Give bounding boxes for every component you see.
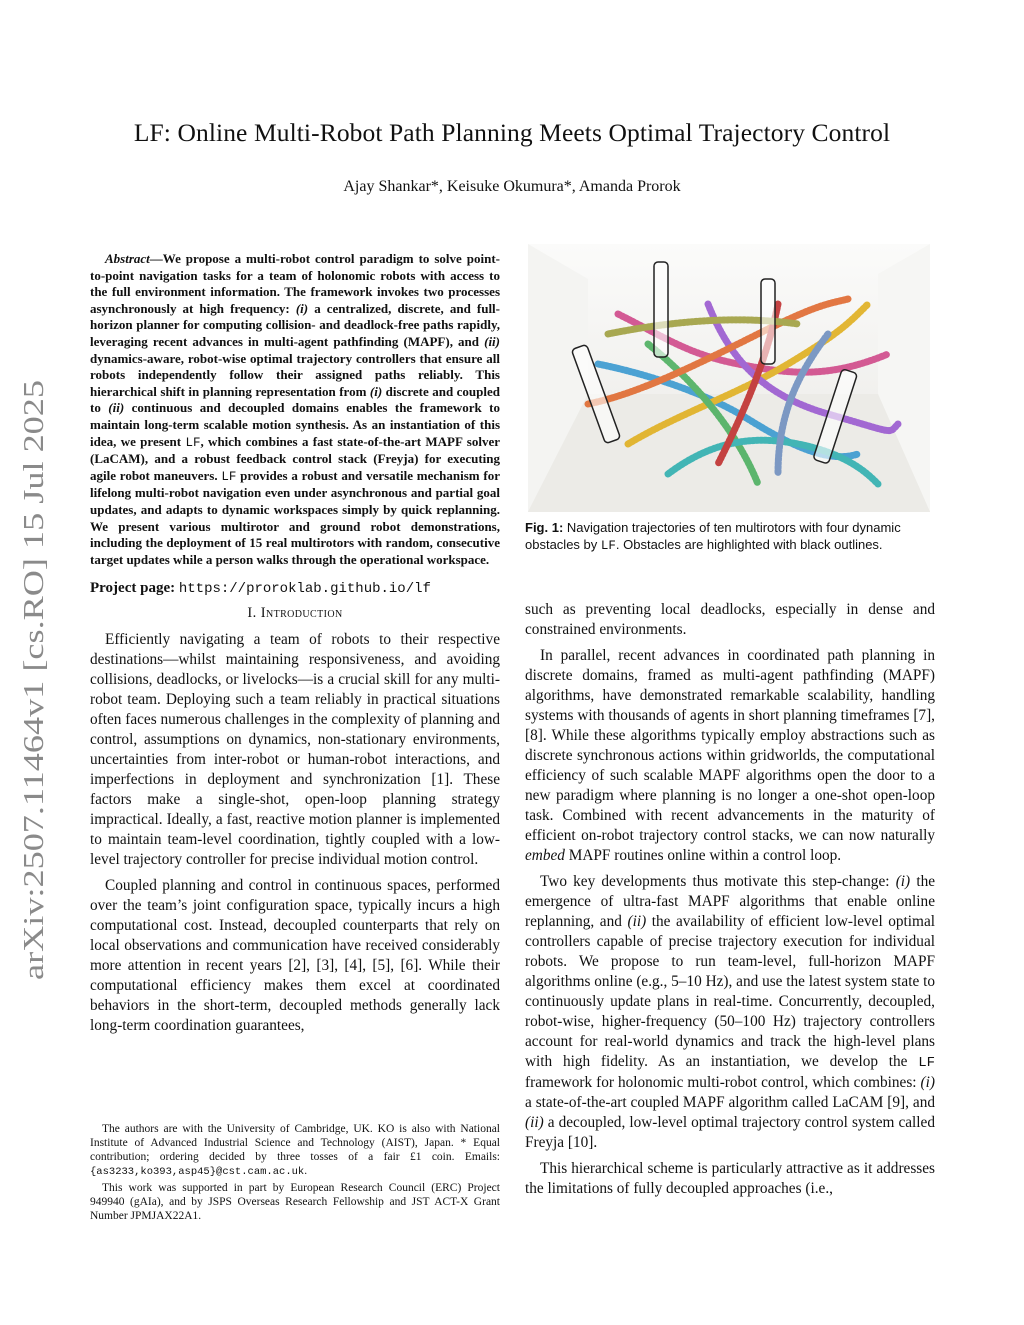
author-list: Ajay Shankar*, Keisuke Okumura*, Amanda Prorok xyxy=(343,178,681,195)
project-page: Project page: https://proroklab.github.io/lf xyxy=(90,580,431,598)
abstract-label: Abstract xyxy=(105,251,150,266)
body-paragraph: In parallel, recent advances in coordinated path planning in discrete domains, framed as multi-agent pathfinding (MAPF) algorithms, have demonstrated remarkable scalability, handling systems with thousands of agents in short planning timeframes [7], [8]. While these algorithms typically employ abstractions such as discrete synchronous actions within gridworlds, the computational efficiency of such scalable MAPF algorithms open the door to a new paradigm where planning is no longer a one-shot open-loop task. Combined with recent advancements in the maturity of efficient on-robot trajectory control stacks, we can now naturally embed MAPF routines online within a control loop. xyxy=(525,647,935,864)
footnote-emails: {as3233,ko393,asp45}@cst.cam.ac.uk xyxy=(90,1166,305,1178)
paper-title: LF: Online Multi-Robot Path Planning Meets Optimal Trajectory Control xyxy=(133,118,891,147)
body-paragraph: This hierarchical scheme is particularly attractive as it addresses the limitations of fully decoupled approaches (i.e., xyxy=(525,1160,935,1197)
right-column xyxy=(525,600,935,1205)
section-heading-introduction: I. Introduction xyxy=(247,605,343,622)
project-url-link[interactable]: https://proroklab.github.io/lf xyxy=(178,581,431,598)
footnote-affiliation: The authors are with the University of Cambridge, UK. KO is also with National Institute of Advanced Industrial Science and Technology (AIST), Japan. * Equal contribution; ordering decided by three tosses of a fair £1 coin. Emails: {as3233,ko393,asp45}@cst.cam.ac.uk. xyxy=(90,1123,500,1178)
arxiv-id-text: arXiv:2507.11464v1 [cs.RO] 15 Jul 2025 xyxy=(18,499,50,980)
figure-caption: Fig. 1: Navigation trajectories of ten multirotors with four dynamic obstacles by LF. Obstacles are highlighted with black outlines. xyxy=(525,520,901,553)
footnote-funding: This work was supported in part by European Research Council (ERC) Project 949940 (gAIa), and by JSPS Overseas Research Fellowship and JST ACT-X Grant Number JPMJAX22A1. xyxy=(90,1182,500,1222)
intro-paragraph: Efficiently navigating a team of robots to their respective destinations—whilst maintaining responsiveness, and avoiding collisions, deadlocks, or livelocks—is a crucial skill for any multi-robot team. Deploying such a team reliably in practical situations often faces numerous challenges in the complexity of planning and control, assumptions on dynamics, non-stationary environments, uncertainties from inter-robot or human-robot interactions, and imperfections in deployment and synchronization [1]. These factors make a single-shot, open-loop planning strategy impractical. Ideally, a fast, reactive motion planner is implemented to maintain team-level coordination, tightly coupled with a low-level trajectory controller for precise individual motion control. xyxy=(90,631,500,869)
body-paragraph: such as preventing local deadlocks, especially in dense and constrained environments. xyxy=(525,601,935,638)
body-paragraph: Two key developments thus motivate this step-change: (i) the emergence of ultra-fast MAPF algorithms that enable online replanning, and (ii) the availability of efficient low-level optimal controllers capable of precise trajectory execution for individual robots. We propose to run team-level, full-horizon MAPF algorithms online (e.g., 5–10 Hz), and use the latest system state to continuously update plans in real-time. Concurrently, decoupled, robot-wise, higher-frequency (50–100 Hz) trajectory controllers account for real-world dynamics and track the high-level plans with high fidelity. As an instantiation, we develop the LF framework for holonomic multi-robot control, which combines: (i) a state-of-the-art coupled MAPF algorithm called LaCAM [9], and (ii) a decoupled, low-level optimal trajectory control system called Freyja [10]. xyxy=(525,873,936,1151)
figure-label: Fig. 1: xyxy=(525,520,564,535)
footnotes xyxy=(90,1122,500,1225)
abstract: Abstract—We propose a multi-robot control paradigm to solve point-to-point navigation tasks for a team of holonomic robots with access to the full environment information. The framework invokes two processes asynchronously at high frequency: (i) a centralized, discrete, and full-horizon planner for computing collision- and deadlock-free paths rapidly, leveraging recent advances in multi-agent pathfinding (MAPF), and (ii) dynamics-aware, robot-wise optimal trajectory controllers that ensure all robots independently follow their assigned paths reliably. This hierarchical shift in planning representation from (i) discrete and coupled to (ii) continuous and decoupled domains enables the framework to maintain long-term scalable motion synthesis. As an instantiation of this idea, we present LF, which combines a fast state-of-the-art MAPF solver (LaCAM), and a robust feedback control stack (Freyja) for executing agile robot maneuvers. LF provides a robust and versatile mechanism for lifelong multi-robot navigation even under asynchronous and partial goal updates, and adapts to dynamic workspaces simply by quick replanning. We present various multirotor and ground robot demonstrations, including the deployment of 15 real multirotors with random, consecutive target updates while a person walks through the operational workspace. xyxy=(90,251,500,567)
left-column xyxy=(90,251,500,1042)
arxiv-identifier xyxy=(12,378,54,982)
figure-trajectories xyxy=(528,244,930,512)
intro-paragraph: Coupled planning and control in continuous spaces, performed over the team’s joint configuration space, typically incurs a high computational cost. Instead, decoupled counterparts that rely on local observations and communication have received considerably more attention in recent years [2], [3], [4], [5], [6]. While their computational efficiency makes them excel at coordinated behaviors in the short-term, decoupled methods generally lack long-term coordination guarantees, xyxy=(90,877,500,1035)
